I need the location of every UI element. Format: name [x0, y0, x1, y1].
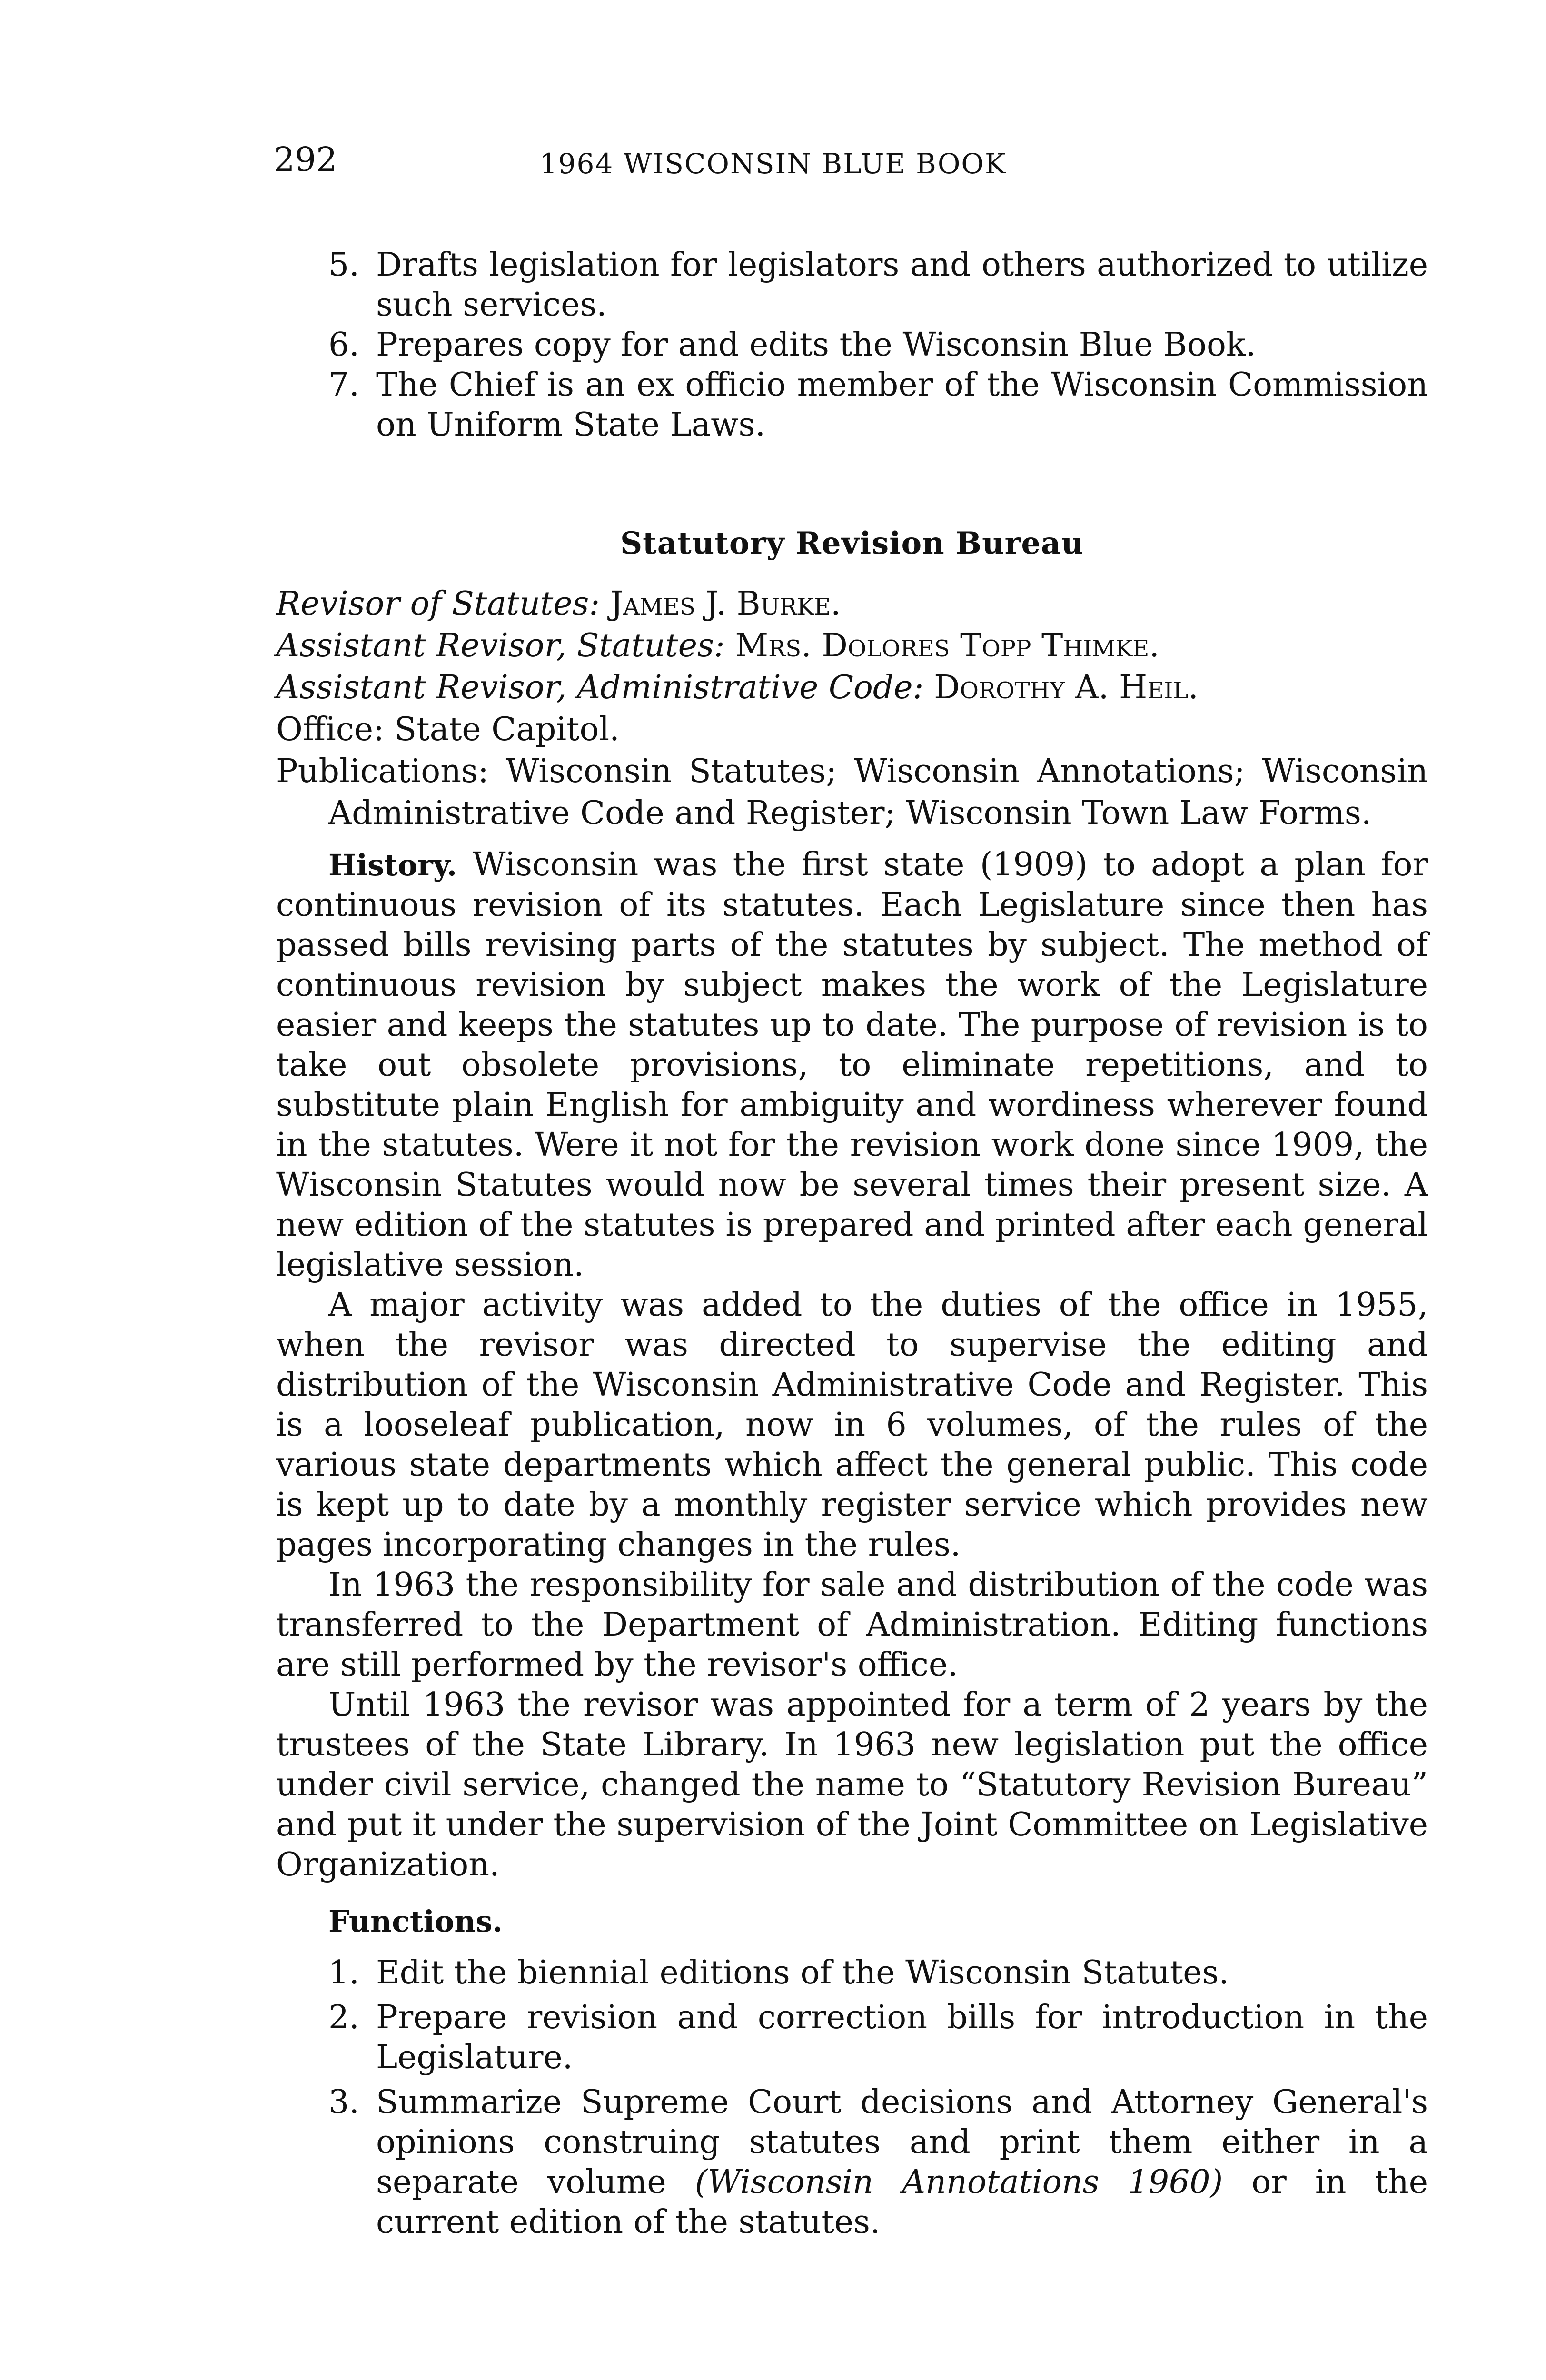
- history-lead: History.: [328, 848, 457, 883]
- list-item-text: Edit the biennial editions of the Wisconsin Statutes.: [376, 1954, 1229, 1992]
- staff-name: James J. Burke.: [610, 585, 841, 623]
- staff-entry: [276, 667, 1428, 709]
- list-item-text: or in the current edition of the statutes.: [376, 2163, 1428, 2241]
- list-item-number: 2.: [328, 1999, 359, 2036]
- running-title: 1964 WISCONSIN BLUE BOOK: [539, 148, 1007, 180]
- history-section: [276, 845, 1428, 1885]
- top-list: [276, 245, 1428, 445]
- staff-name: Dorothy A. Heil.: [934, 669, 1199, 706]
- functions-heading: Functions.: [328, 1904, 503, 1939]
- list-item-text: Drafts legislation for legislators and others authorized to utilize such services.: [376, 246, 1428, 324]
- list-item-number: 6.: [328, 326, 359, 364]
- list-item: [276, 325, 1428, 365]
- list-item-text: Summarize Supreme Court decisions and Attorney General's opinions construing statutes and print them either in a separate volume: [376, 2083, 1428, 2201]
- section-title: Statutory Revision Bureau: [620, 526, 1084, 561]
- staff-role: Assistant Revisor, Statutes:: [276, 627, 725, 664]
- list-item-text: Prepare revision and correction bills for introduction in the Legislature.: [376, 1999, 1428, 2076]
- list-item: [276, 245, 1428, 325]
- history-paragraph: In 1963 the responsibility for sale and distribution of the code was transferred to the Department of Administration. Editing functions are still performed by the revisor's office.: [276, 1566, 1428, 1684]
- list-item: [276, 365, 1428, 445]
- list-item: [276, 1998, 1428, 2078]
- list-item-number: 3.: [328, 2083, 359, 2121]
- page-number: 292: [274, 140, 337, 179]
- staff-role: Revisor of Statutes:: [276, 585, 600, 623]
- staff-listing: [276, 583, 1428, 834]
- staff-name: Mrs. Dolores Topp Thimke.: [735, 627, 1160, 664]
- list-item: [276, 2082, 1428, 2242]
- section-heading-block: [276, 524, 1428, 564]
- history-paragraph-text: Wisconsin was the first state (1909) to adopt a plan for continuous revision of its statutes. Each Legislature since then has passed bills revising parts of the statutes by subject. The method of continuous revision by subject makes the work of the Legislature easier and keeps the statutes up to date. The purpose of revision is to take out obsolete provisions, to eliminate repetitions, and to substitute plain English for ambiguity and wordiness wherever found in the statutes. Were it not for the revision work done since 1909, the Wisconsin Statutes would now be several times their present size. A new edition of the statutes is prepared and printed after each general legislative session.: [276, 846, 1428, 1284]
- list-item-number: 7.: [328, 366, 359, 404]
- history-paragraph: Until 1963 the revisor was appointed for a term of 2 years by the trustees of the State Library. In 1963 new legislation put the office under civil service, changed the name to “Statutory Revision Bureau” and put it under the supervision of the Joint Committee on Legislative Organization.: [276, 1686, 1428, 1884]
- list-item-number: 5.: [328, 246, 359, 284]
- history-paragraph: A major activity was added to the duties of the office in 1955, when the revisor was directed to supervise the editing and distribution of the Wisconsin Administrative Code and Register. This is a looseleaf publication, now in 6 volumes, of the rules of the various state departments which affect the general public. This code is kept up to date by a monthly register service which provides new pages incorporating changes in the rules.: [276, 1286, 1428, 1564]
- staff-role: Assistant Revisor, Administrative Code:: [276, 669, 924, 706]
- list-item: [276, 1953, 1428, 1993]
- functions-section: [276, 1902, 1428, 2242]
- list-item-text: Prepares copy for and edits the Wisconsin Blue Book.: [376, 326, 1256, 364]
- staff-entry: [276, 625, 1428, 667]
- annotations-title: (Wisconsin Annotations 1960): [694, 2163, 1223, 2201]
- office-line: Office: State Capitol.: [276, 711, 620, 748]
- staff-entry: [276, 583, 1428, 625]
- publications-line: Publications: Wisconsin Statutes; Wisconsin Annotations; Wisconsin Administrative Code and Register; Wisconsin Town Law Forms.: [276, 753, 1428, 832]
- list-item-number: 1.: [328, 1954, 359, 1992]
- list-item-text: The Chief is an ex officio member of the Wisconsin Commission on Uniform State Laws.: [376, 366, 1428, 444]
- history-paragraph: [276, 845, 1428, 1285]
